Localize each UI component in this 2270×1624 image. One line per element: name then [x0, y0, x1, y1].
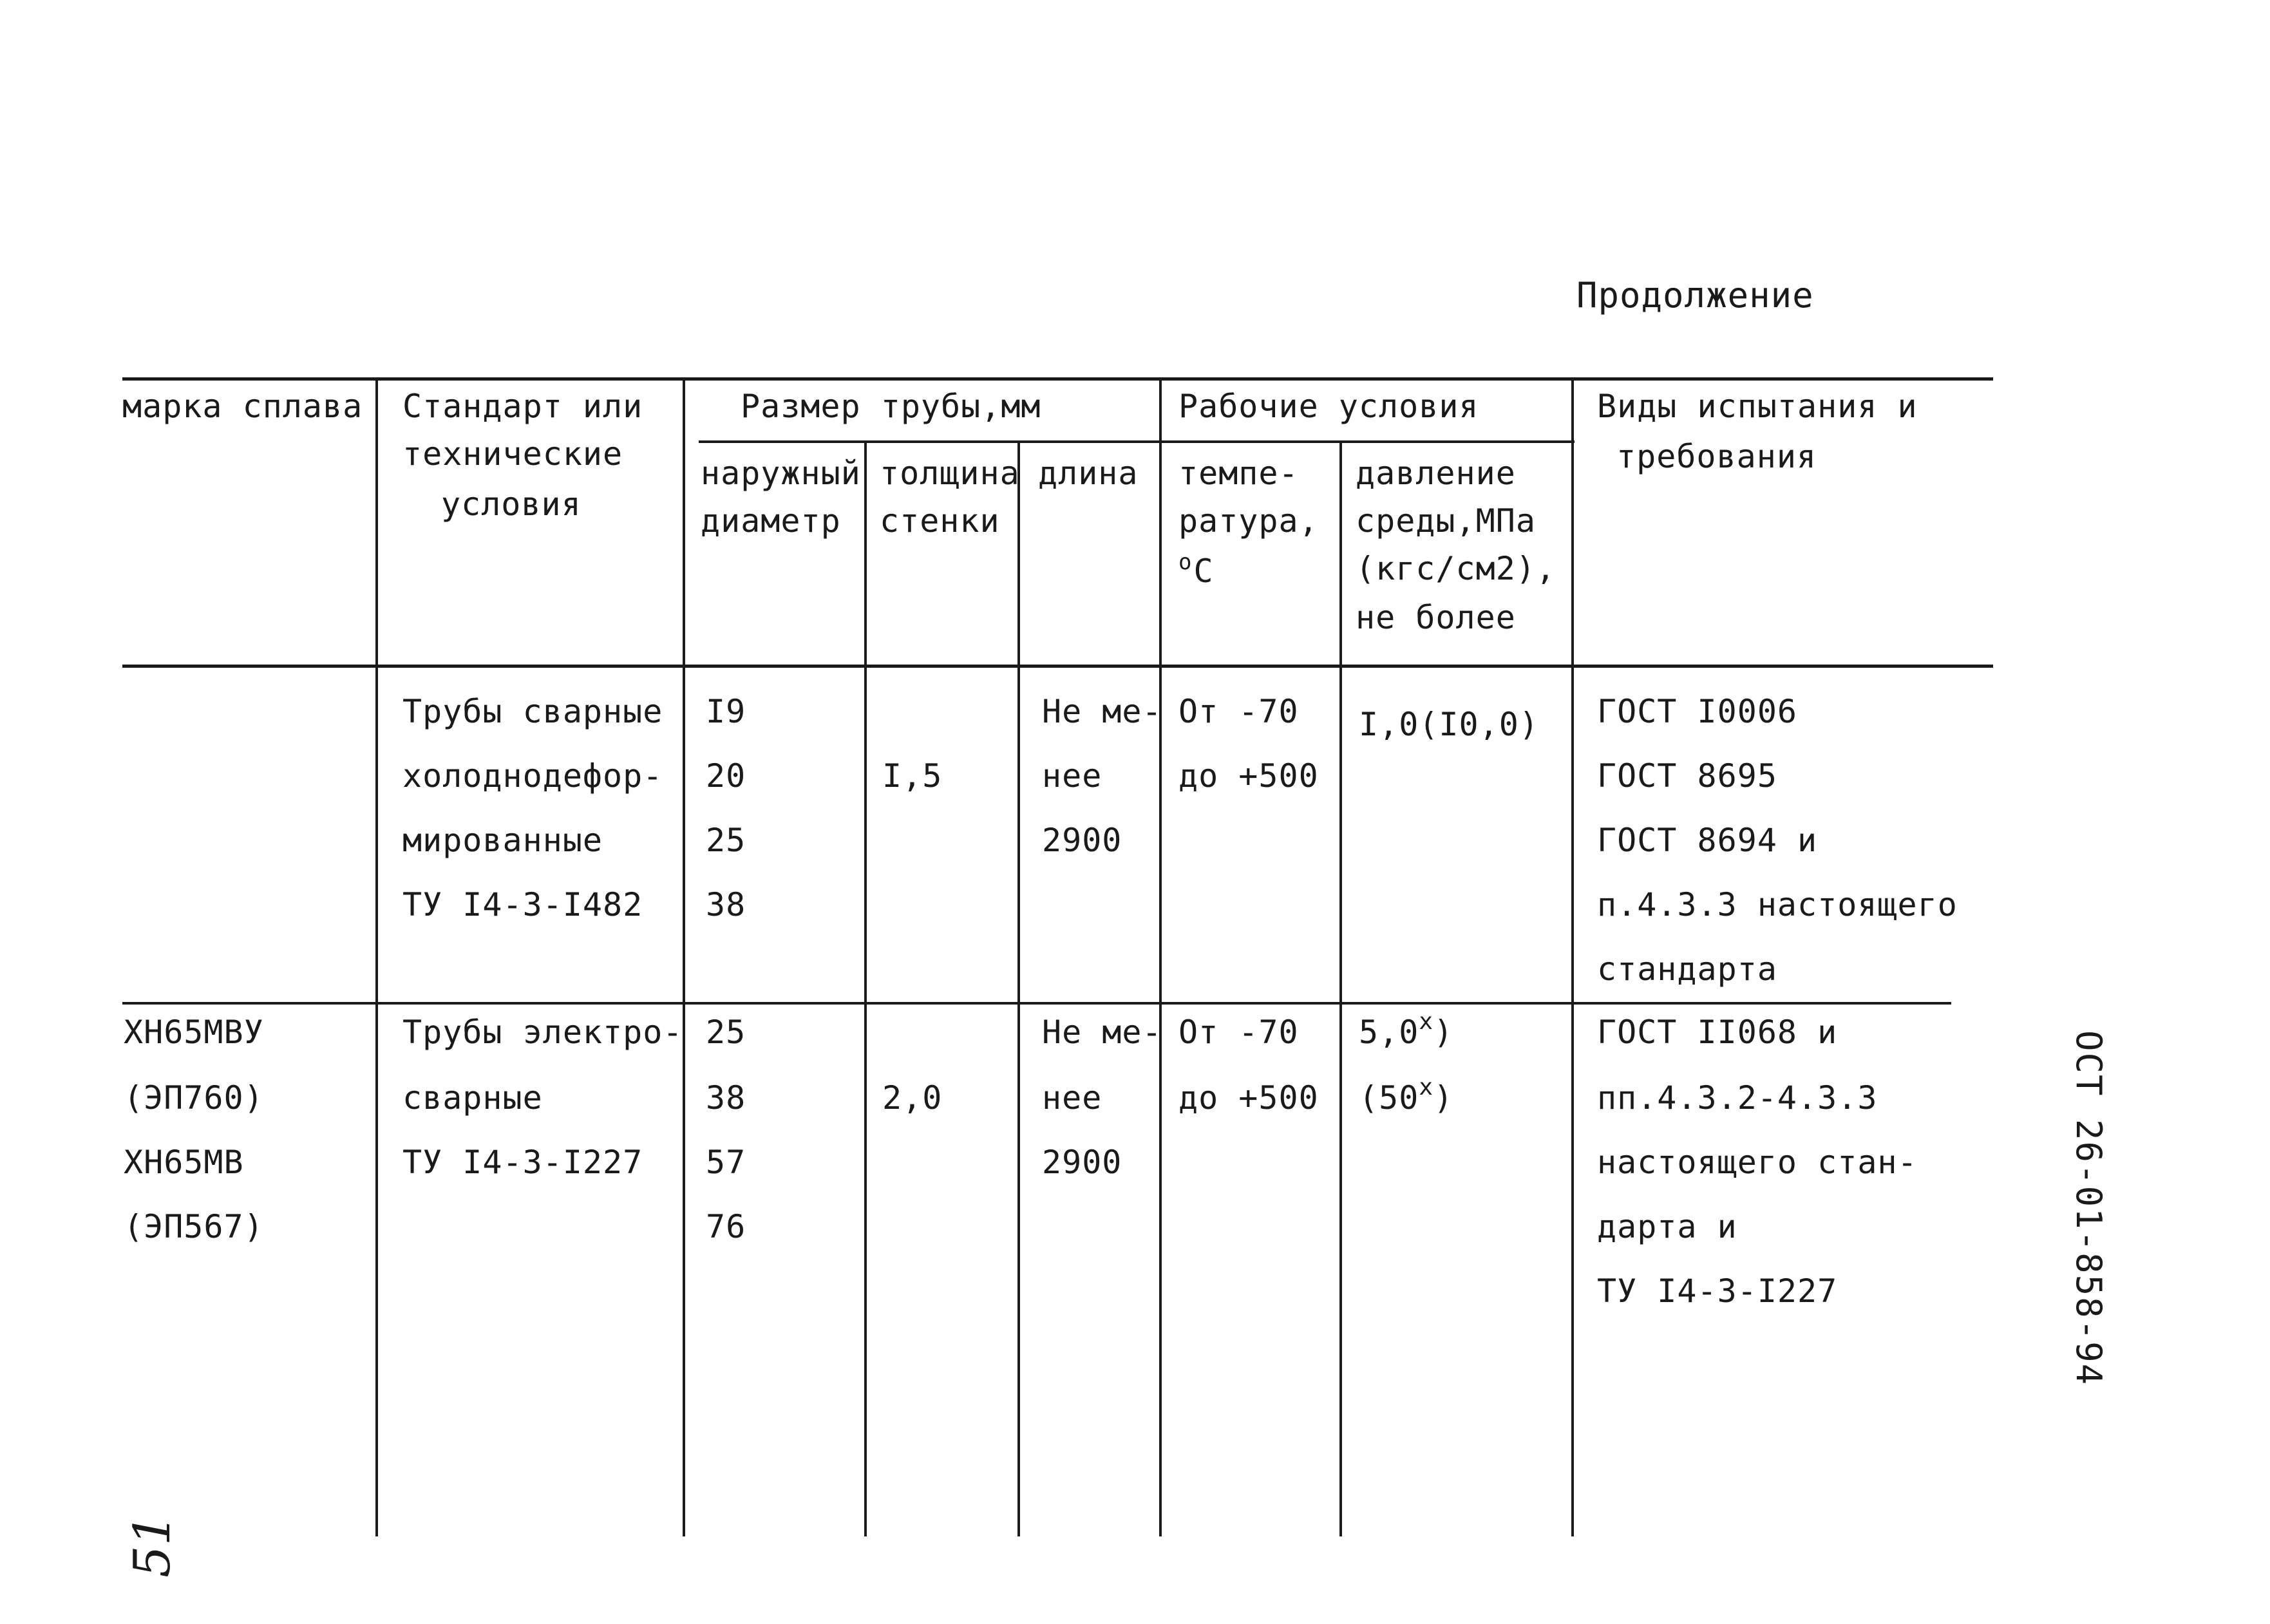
- row1-outer-4: 38: [706, 886, 746, 923]
- row2-tests-line2: пп.4.3.2-4.3.3: [1597, 1079, 1878, 1117]
- continuation-label: Продолжение: [1576, 275, 1814, 316]
- row2-temp-line2: до +500: [1178, 1079, 1319, 1117]
- row-divider-rule: [122, 1002, 1951, 1005]
- row1-tests-line5: стандарта: [1597, 950, 1777, 988]
- col-divider-2: [683, 377, 685, 1536]
- col-divider-7: [1571, 377, 1574, 1536]
- row1-tests-line3: ГОСТ 8694 и: [1597, 822, 1818, 859]
- header-tests-line2: требования: [1616, 438, 1817, 475]
- col-divider-4: [1017, 442, 1020, 1536]
- header-standard-line3: условия: [441, 486, 582, 523]
- row1-length-line3: 2900: [1042, 822, 1122, 859]
- row1-temp-line2: до +500: [1178, 757, 1319, 795]
- row2-length-line3: 2900: [1042, 1144, 1122, 1181]
- header-pressure-line4: не более: [1356, 599, 1516, 636]
- row1-outer-1: I9: [706, 693, 746, 730]
- row1-standard-line2: холоднодефор-: [402, 757, 663, 795]
- header-work-group: Рабочие условия: [1178, 388, 1479, 425]
- row2-length-line2: нее: [1042, 1079, 1102, 1117]
- group-header-rule: [699, 440, 1575, 443]
- header-outer-line2: диаметр: [701, 502, 841, 540]
- header-wall-line2: стенки: [880, 502, 1000, 540]
- header-outer-line1: наружный: [701, 455, 861, 492]
- row1-pressure: I,0(I0,0): [1359, 706, 1539, 743]
- header-size-group: Размер трубы,мм: [741, 388, 1041, 425]
- header-pressure-line3: (кгс/см2),: [1356, 550, 1556, 587]
- row2-pressure-line2: $(50^х)$: [1359, 1074, 1454, 1117]
- row2-pressure-line1: $5,0^х$): [1359, 1008, 1454, 1051]
- row1-outer-3: 25: [706, 822, 746, 859]
- page-number: 51: [124, 1513, 182, 1578]
- header-temp-line1: темпе-: [1178, 455, 1299, 492]
- row2-outer-4: 76: [706, 1208, 746, 1245]
- row1-standard-line3: мированные: [402, 822, 603, 859]
- row2-grade-line3: ХН65МВ: [124, 1144, 244, 1181]
- table-top-rule: [122, 377, 1993, 381]
- col-divider-1: [375, 377, 378, 1536]
- header-pressure-line2: среды,МПа: [1356, 502, 1536, 540]
- header-bottom-rule: [122, 665, 1993, 668]
- document-code: ОСТ 26-01-858-94: [2068, 1030, 2109, 1386]
- row1-tests-line2: ГОСТ 8695: [1597, 757, 1777, 795]
- row2-tests-line3: настоящего стан-: [1597, 1144, 1918, 1181]
- row1-length-line1: Не ме-: [1042, 693, 1162, 730]
- header-grade: марка сплава: [122, 388, 363, 425]
- header-wall-line1: толщина: [880, 455, 1020, 492]
- row2-outer-2: 38: [706, 1079, 746, 1117]
- pressure-footnote-mark-2: х: [1419, 1074, 1433, 1100]
- row2-standard-line2: сварные: [402, 1079, 543, 1117]
- header-temp-line3: $^о$С: [1178, 549, 1214, 590]
- col-divider-6: [1339, 442, 1342, 1536]
- row1-standard-line4: ТУ I4-3-I482: [402, 886, 643, 923]
- header-temp-line2: ратура,: [1178, 502, 1319, 540]
- row2-grade-line1: ХН65МВУ: [124, 1014, 264, 1051]
- pressure-footnote-mark: х: [1419, 1008, 1433, 1035]
- row1-length-line2: нее: [1042, 757, 1102, 795]
- row2-grade-line2: (ЭП760): [124, 1079, 264, 1117]
- row1-tests-line1: ГОСТ I0006: [1597, 693, 1798, 730]
- row2-tests-line1: ГОСТ II068 и: [1597, 1014, 1838, 1051]
- row2-outer-1: 25: [706, 1014, 746, 1051]
- row1-outer-2: 20: [706, 757, 746, 795]
- row1-standard-line1: Трубы сварные: [402, 693, 663, 730]
- row2-standard-line1: Трубы электро-: [402, 1014, 683, 1051]
- row2-outer-3: 57: [706, 1144, 746, 1181]
- row2-standard-line3: ТУ I4-3-I227: [402, 1144, 643, 1181]
- row1-temp-line1: От -70: [1178, 693, 1299, 730]
- col-divider-5: [1159, 377, 1162, 1536]
- header-length: длина: [1038, 455, 1139, 492]
- col-divider-3: [864, 442, 867, 1536]
- row2-temp-line1: От -70: [1178, 1014, 1299, 1051]
- row2-tests-line5: ТУ I4-3-I227: [1597, 1272, 1838, 1310]
- header-standard-line1: Стандарт или: [402, 388, 643, 425]
- row2-tests-line4: дарта и: [1597, 1208, 1737, 1245]
- row1-wall: I,5: [882, 757, 943, 795]
- row2-grade-line4: (ЭП567): [124, 1208, 264, 1245]
- header-pressure-line1: давление: [1356, 455, 1516, 492]
- header-tests-line1: Виды испытания и: [1597, 388, 1918, 425]
- degree-superscript: о: [1178, 549, 1193, 575]
- header-standard-line2: технические: [402, 435, 623, 473]
- row2-length-line1: Не ме-: [1042, 1014, 1162, 1051]
- row1-tests-line4: п.4.3.3 настоящего: [1597, 886, 1958, 923]
- row2-wall: 2,0: [882, 1079, 943, 1117]
